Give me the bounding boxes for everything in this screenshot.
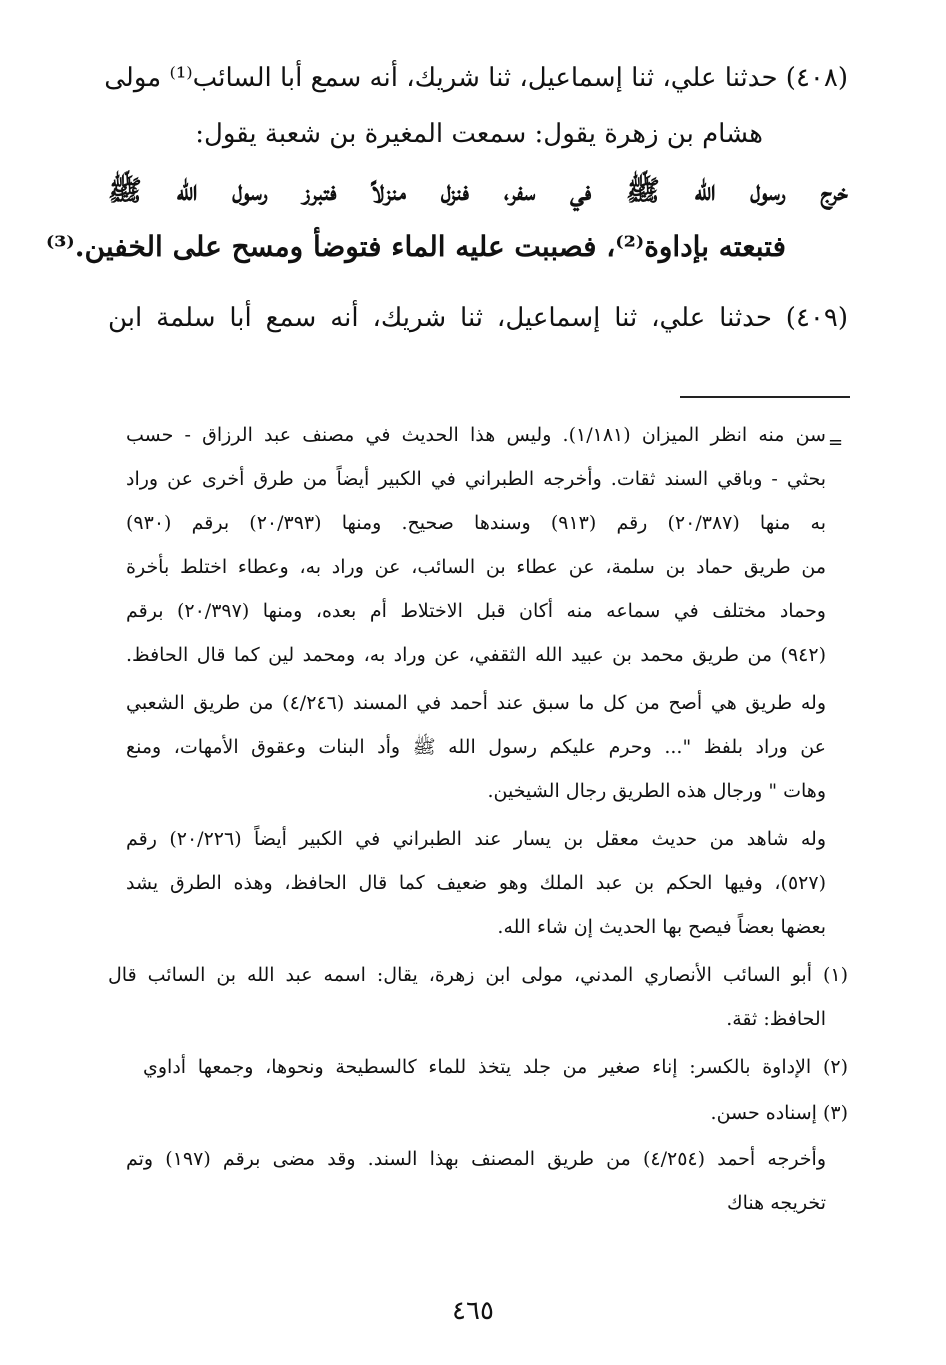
footnote-continued-line-5: وحماد مختلف في سماعه منه أكان قبل الاختلاط أم بعده، ومنها (٢٠/٣٩٧) برقم	[126, 600, 826, 622]
footnote-continued-line-6: (٩٤٢) من طريق محمد بن عبيد الله الثقفي، عن وراد به، ومحمد لين كما قال الحافظ.	[126, 644, 826, 666]
footnote-3: (٣) إسناده حسن.	[710, 1102, 848, 1124]
footnote-continued-line-8: عن وراد بلفظ "... وحرم عليكم رسول الله ﷺ وأد البنات وعقوق الأمهات، ومنع	[126, 736, 826, 758]
hadith-408-isnad-line-2: هشام بن زهرة يقول: سمعت المغيرة بن شعبة يقول:	[195, 119, 763, 149]
footnote-separator	[680, 396, 850, 398]
hadith-408-matn-line-1: خرج رسول الله ﷺ في سفر، فنزل منزلاً فتبرز رسول الله ﷺ	[108, 174, 848, 207]
footnote-continued-line-12: بعضها بعضاً فيصح بها الحديث إن شاء الله.	[497, 916, 826, 938]
footnote-continued-line-7: وله طريق هي أصح من كل ما سبق عند أحمد في المسند (٤/٢٤٦) من طريق الشعبي	[126, 692, 826, 714]
footnote-continued-line-2: بحثي - وباقي السند ثقات. وأخرجه الطبراني في الكبير أيضاً من طرق أخرى عن وراد	[126, 468, 826, 490]
footnote-continued-line-1: سن منه انظر الميزان (١/١٨١). وليس هذا الحديث في مصنف عبد الرزاق - حسب	[126, 424, 826, 446]
footnote-continued-line-11: (٥٢٧)، وفيها الحكم بن عبد الملك وهو ضعيف كما قال الحافظ، وهذه الطرق يشد	[126, 872, 826, 894]
footnote-continued-line-9: وهات " ورجال هذه الطريق رجال الشيخين.	[487, 780, 826, 802]
footnote-3-extra-line-1: وأخرجه أحمد (٤/٢٥٤) من طريق المصنف بهذا السند. وقد مضى برقم (١٩٧) وتم	[126, 1148, 826, 1170]
footnote-2: (٢) الإداوة بالكسر: إناء صغير من جلد يتخذ للماء كالسطيحة ونحوها، وجمعها أداوي	[143, 1056, 848, 1078]
footnote-continued-line-4: من طريق حماد بن سلمة، عن عطاء بن السائب، عن وراد به، وعطاء اختلط بأخرة	[126, 556, 826, 578]
page-number: ٤٦٥	[452, 1296, 494, 1326]
footnote-3-extra-line-2: تخريجه هناك	[726, 1192, 826, 1214]
hadith-408-matn-line-2: فتبعته بإداوة⁽²⁾، فصببت عليه الماء فتوضأ ومسح على الخفين.⁽³⁾	[45, 230, 786, 263]
footnote-continued-line-3: به منها (٢٠/٣٨٧) رقم (٩١٣) وسندها صحيح. ومنها (٢٠/٣٩٣) برقم (٩٣٠)	[126, 512, 827, 534]
footnote-continuation-mark: =	[828, 432, 844, 453]
footnote-1-line-1: (١) أبو السائب الأنصاري المدني، مولى ابن زهرة، يقال: اسمه عبد الله بن السائب قال	[108, 964, 848, 986]
footnote-1-line-2: الحافظ: ثقة.	[726, 1008, 826, 1030]
footnote-continued-line-10: وله شاهد من حديث معقل بن يسار عند الطبراني في الكبير أيضاً (٢٠/٢٢٦) رقم	[126, 828, 826, 850]
hadith-409-isnad-line-1: (٤٠٩) حدثنا علي، ثنا إسماعيل، ثنا شريك، أنه سمع أبا سلمة ابن	[108, 303, 848, 333]
hadith-408-isnad-line-1: (٤٠٨) حدثنا علي، ثنا إسماعيل، ثنا شريك، أنه سمع أبا السائب⁽¹⁾ مولى	[104, 63, 848, 93]
